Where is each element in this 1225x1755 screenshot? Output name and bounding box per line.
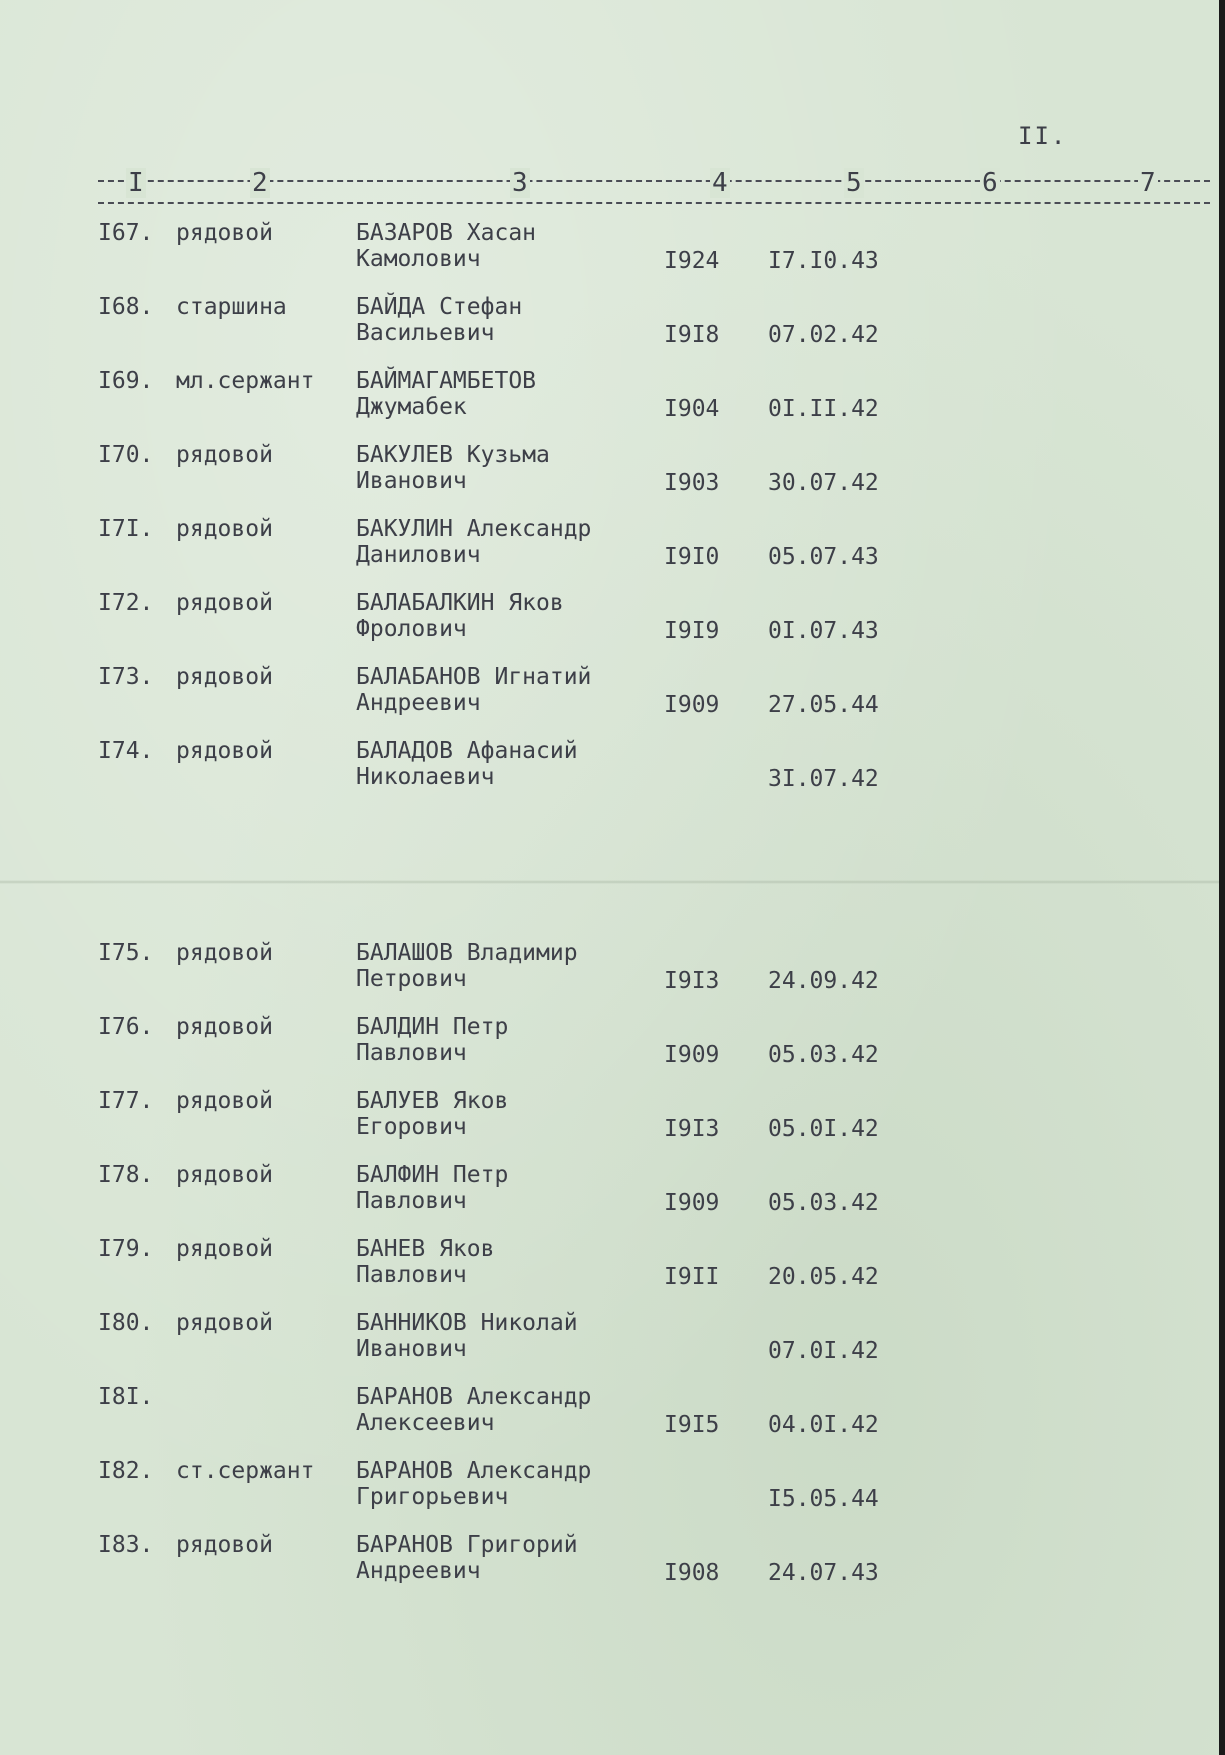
- record-date: I7.I0.43: [768, 248, 879, 274]
- column-number-1: I: [128, 168, 144, 198]
- record-patronymic: Иванович: [356, 468, 467, 494]
- record-row: [0, 294, 1200, 358]
- record-surname-name: БАРАНОВ Александр: [356, 1458, 592, 1484]
- record-patronymic: Павлович: [356, 1188, 467, 1214]
- record-date: 24.09.42: [768, 968, 879, 994]
- paper-fold: [0, 880, 1219, 884]
- record-surname-name: БАЙМАГАМБЕТОВ: [356, 368, 537, 394]
- record-patronymic: Григорьевич: [356, 1484, 509, 1510]
- record-birth-year: I909: [664, 1042, 720, 1068]
- record-number: I78.: [98, 1162, 154, 1188]
- record-surname-name: БАРАНОВ Александр: [356, 1384, 592, 1410]
- record-number: I70.: [98, 442, 154, 468]
- record-birth-year: I9I9: [664, 618, 720, 644]
- record-birth-year: I908: [664, 1560, 720, 1586]
- record-surname-name: БАЛАБАНОВ Игнатий: [356, 664, 592, 690]
- record-surname-name: БАЗАРОВ Хасан: [356, 220, 537, 246]
- record-date: 04.0I.42: [768, 1412, 879, 1438]
- record-number: I80.: [98, 1310, 154, 1336]
- record-number: I73.: [98, 664, 154, 690]
- record-number: I83.: [98, 1532, 154, 1558]
- record-number: I7I.: [98, 516, 154, 542]
- record-birth-year: I9I0: [664, 544, 720, 570]
- record-date: 07.0I.42: [768, 1338, 879, 1364]
- record-surname-name: БАЛФИН Петр: [356, 1162, 509, 1188]
- record-date: I5.05.44: [768, 1486, 879, 1512]
- record-rank: рядовой: [176, 664, 273, 690]
- record-rank: старшина: [176, 294, 287, 320]
- record-date: 05.0I.42: [768, 1116, 879, 1142]
- page-number: II.: [1018, 122, 1068, 150]
- record-row: [0, 590, 1200, 654]
- record-patronymic: Егорович: [356, 1114, 467, 1140]
- record-surname-name: БАЛАБАЛКИН Яков: [356, 590, 564, 616]
- record-row: [0, 516, 1200, 580]
- record-patronymic: Иванович: [356, 1336, 467, 1362]
- record-rank: рядовой: [176, 1014, 273, 1040]
- record-patronymic: Петрович: [356, 966, 467, 992]
- record-surname-name: БАЛАШОВ Владимир: [356, 940, 578, 966]
- record-birth-year: I904: [664, 396, 720, 422]
- record-row: [0, 442, 1200, 506]
- record-surname-name: БАРАНОВ Григорий: [356, 1532, 578, 1558]
- record-row: [0, 1458, 1200, 1522]
- record-rank: рядовой: [176, 516, 273, 542]
- record-date: 30.07.42: [768, 470, 879, 496]
- record-patronymic: Алексеевич: [356, 1410, 495, 1436]
- record-surname-name: БАЛАДОВ Афанасий: [356, 738, 578, 764]
- record-rank: ст.сержант: [176, 1458, 315, 1484]
- record-birth-year: I909: [664, 692, 720, 718]
- record-rank: рядовой: [176, 1310, 273, 1336]
- record-row: [0, 1088, 1200, 1152]
- record-number: I77.: [98, 1088, 154, 1114]
- record-surname-name: БАКУЛИН Александр: [356, 516, 592, 542]
- record-date: 07.02.42: [768, 322, 879, 348]
- record-date: 05.07.43: [768, 544, 879, 570]
- record-birth-year: I9I3: [664, 1116, 720, 1142]
- record-surname-name: БАЛДИН Петр: [356, 1014, 509, 1040]
- column-header: [98, 162, 1218, 210]
- record-patronymic: Николаевич: [356, 764, 495, 790]
- record-date: 27.05.44: [768, 692, 879, 718]
- record-number: I79.: [98, 1236, 154, 1262]
- record-rank: рядовой: [176, 442, 273, 468]
- record-date: 0I.II.42: [768, 396, 879, 422]
- header-dash-line: [98, 202, 1210, 204]
- column-number-6: 6: [982, 168, 998, 198]
- record-patronymic: Данилович: [356, 542, 481, 568]
- record-number: I67.: [98, 220, 154, 246]
- record-birth-year: I9II: [664, 1264, 720, 1290]
- record-number: I69.: [98, 368, 154, 394]
- record-row: [0, 1014, 1200, 1078]
- record-patronymic: Андреевич: [356, 690, 481, 716]
- record-rank: рядовой: [176, 590, 273, 616]
- record-row: [0, 940, 1200, 1004]
- record-date: 20.05.42: [768, 1264, 879, 1290]
- record-row: [0, 1162, 1200, 1226]
- record-rank: мл.сержант: [176, 368, 315, 394]
- record-date: 0I.07.43: [768, 618, 879, 644]
- record-surname-name: БАЛУЕВ Яков: [356, 1088, 509, 1114]
- record-rank: рядовой: [176, 1532, 273, 1558]
- record-rank: рядовой: [176, 220, 273, 246]
- record-surname-name: БАЙДА Стефан: [356, 294, 523, 320]
- record-patronymic: Камолович: [356, 246, 481, 272]
- record-row: [0, 1236, 1200, 1300]
- record-rank: рядовой: [176, 1162, 273, 1188]
- record-number: I76.: [98, 1014, 154, 1040]
- record-patronymic: Андреевич: [356, 1558, 481, 1584]
- record-number: I74.: [98, 738, 154, 764]
- record-patronymic: Павлович: [356, 1262, 467, 1288]
- record-number: I8I.: [98, 1384, 154, 1410]
- record-patronymic: Джумабек: [356, 394, 467, 420]
- record-number: I72.: [98, 590, 154, 616]
- record-rank: рядовой: [176, 1088, 273, 1114]
- record-patronymic: Фролович: [356, 616, 467, 642]
- record-row: [0, 220, 1200, 284]
- record-date: 05.03.42: [768, 1190, 879, 1216]
- record-rank: рядовой: [176, 738, 273, 764]
- record-row: [0, 1310, 1200, 1374]
- column-number-2: 2: [252, 168, 268, 198]
- record-birth-year: I9I5: [664, 1412, 720, 1438]
- record-number: I82.: [98, 1458, 154, 1484]
- record-rank: рядовой: [176, 940, 273, 966]
- record-row: [0, 664, 1200, 728]
- record-date: 24.07.43: [768, 1560, 879, 1586]
- column-number-5: 5: [846, 168, 862, 198]
- record-rank: рядовой: [176, 1236, 273, 1262]
- record-birth-year: I909: [664, 1190, 720, 1216]
- record-patronymic: Павлович: [356, 1040, 467, 1066]
- record-birth-year: I924: [664, 248, 720, 274]
- record-surname-name: БАННИКОВ Николай: [356, 1310, 578, 1336]
- record-surname-name: БАНЕВ Яков: [356, 1236, 495, 1262]
- record-patronymic: Васильевич: [356, 320, 495, 346]
- record-surname-name: БАКУЛЕВ Кузьма: [356, 442, 550, 468]
- record-birth-year: I9I8: [664, 322, 720, 348]
- record-row: [0, 738, 1200, 802]
- record-date: 05.03.42: [768, 1042, 879, 1068]
- record-row: [0, 1384, 1200, 1448]
- record-birth-year: I903: [664, 470, 720, 496]
- column-number-4: 4: [712, 168, 728, 198]
- record-birth-year: I9I3: [664, 968, 720, 994]
- column-number-3: 3: [512, 168, 528, 198]
- record-date: 3I.07.42: [768, 766, 879, 792]
- record-number: I68.: [98, 294, 154, 320]
- record-number: I75.: [98, 940, 154, 966]
- record-row: [0, 1532, 1200, 1596]
- column-number-7: 7: [1140, 168, 1156, 198]
- record-row: [0, 368, 1200, 432]
